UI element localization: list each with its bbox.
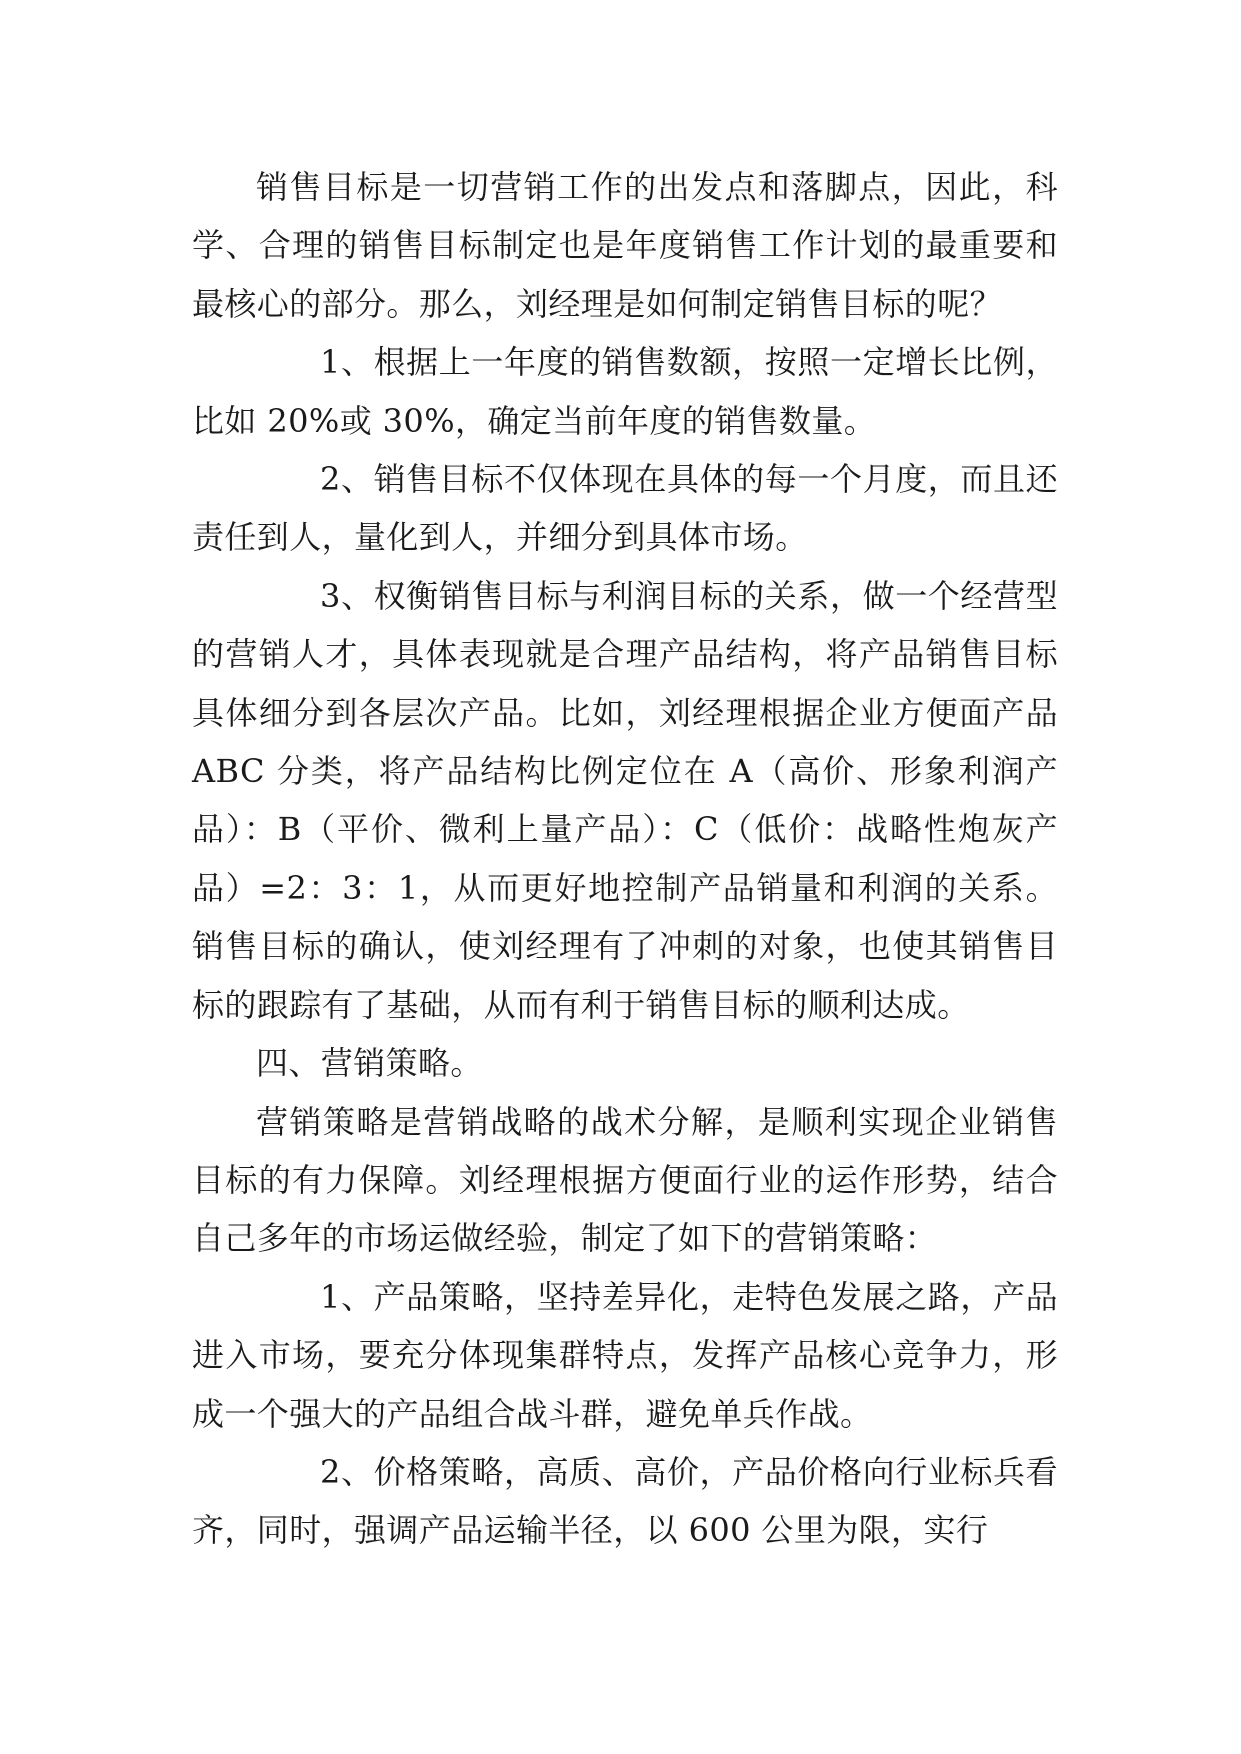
section-heading-marketing-strategy: 四、营销策略。 bbox=[256, 1044, 483, 1083]
paragraph-price-strategy: 2、价格策略，高质、高价，产品价格向行业标兵看齐，同时，强调产品运输半径，以 600 公里为限，实行 bbox=[192, 1452, 1058, 1550]
paragraph-target-method-3: 3、权衡销售目标与利润目标的关系，做一个经营型的营销人才，具体表现就是合理产品结构，将产品销售目标具体细分到各层次产品。比如，刘经理根据企业方便面产品 ABC 分类，将产品结构比例定位在 A（高价、形象利润产品）：B（平价、微利上量产品）：C（低价：战略性炮灰产品）=2：3：1，从而更好地控制产品销量和利润的关系。销售目标的确认，使刘经理有了冲刺的对象，也使其销售目标的跟踪有了基础，从而有利于销售目标的顺利达成。 bbox=[192, 576, 1058, 1024]
paragraph-target-method-2: 2、销售目标不仅体现在具体的每一个月度，而且还责任到人，量化到人，并细分到具体市场。 bbox=[192, 460, 1058, 557]
document-body bbox=[192, 158, 1058, 1560]
paragraph-sales-target-intro: 销售目标是一切营销工作的出发点和落脚点，因此，科学、合理的销售目标制定也是年度销售工作计划的最重要和最核心的部分。那么，刘经理是如何制定销售目标的呢？ bbox=[192, 168, 1058, 323]
paragraph-marketing-strategy-intro: 营销策略是营销战略的战术分解，是顺利实现企业销售目标的有力保障。刘经理根据方便面行业的运作形势，结合自己多年的市场运做经验，制定了如下的营销策略： bbox=[192, 1102, 1058, 1258]
paragraph-product-strategy: 1、产品策略，坚持差异化，走特色发展之路，产品进入市场，要充分体现集群特点，发挥产品核心竞争力，形成一个强大的产品组合战斗群，避免单兵作战。 bbox=[192, 1277, 1058, 1433]
paragraph-target-method-1: 1、根据上一年度的销售数额，按照一定增长比例，比如 20%或 30%，确定当前年度的销售数量。 bbox=[192, 343, 1058, 440]
